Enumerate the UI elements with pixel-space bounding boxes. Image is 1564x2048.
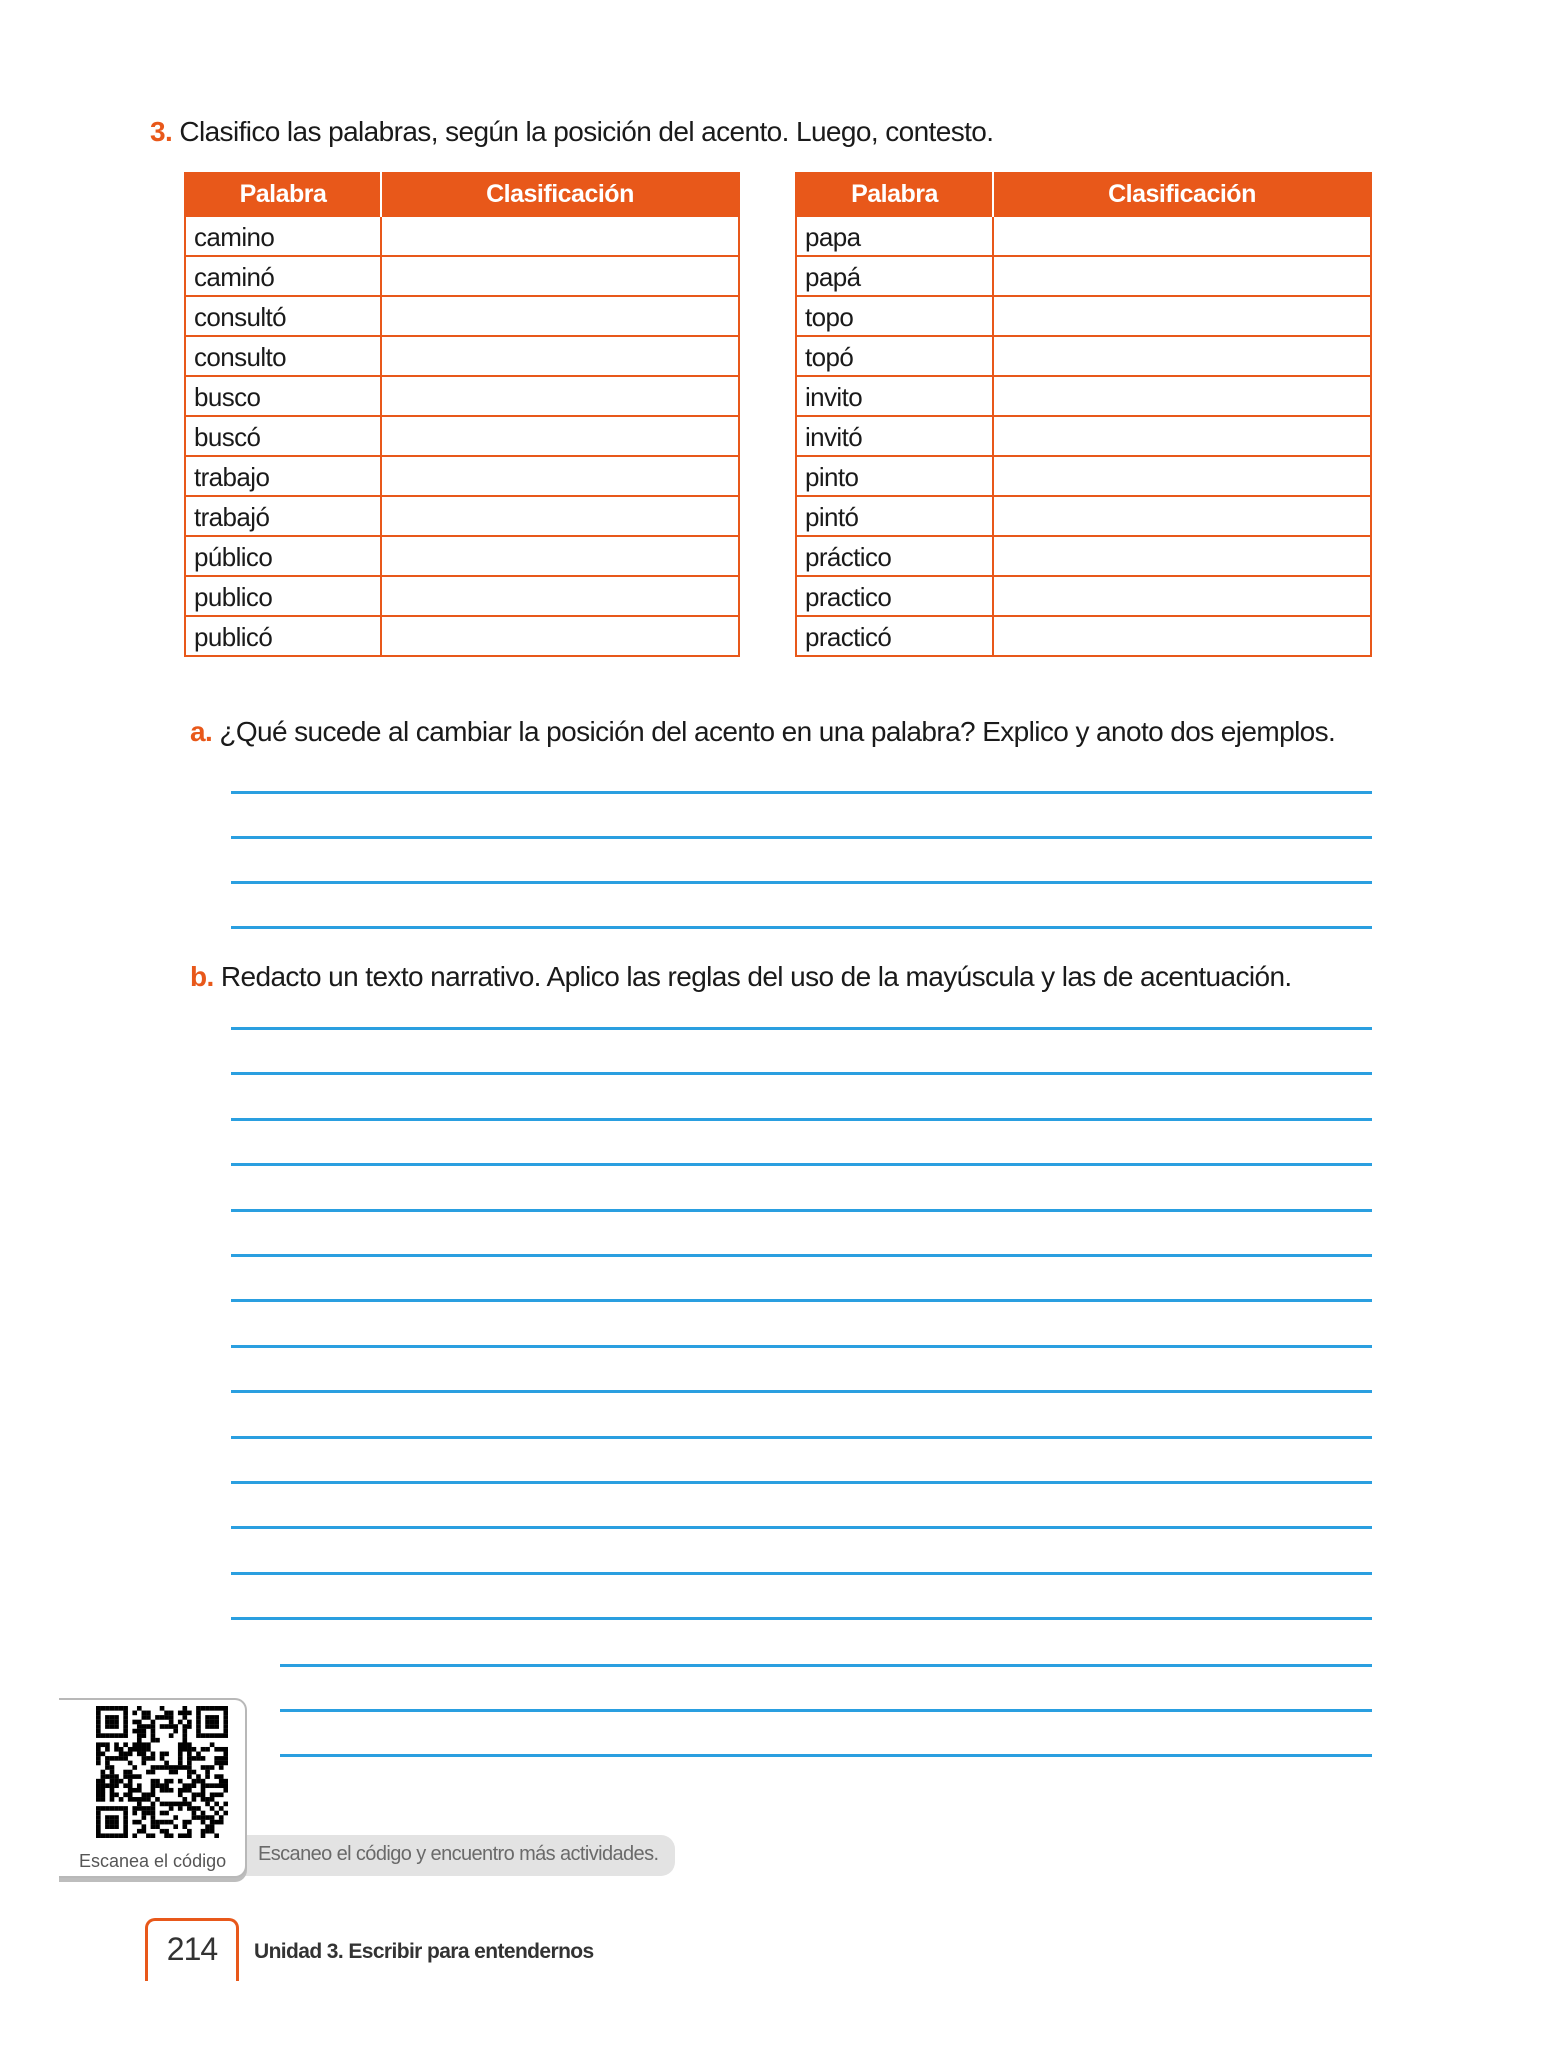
question-b [190, 961, 1292, 993]
answer-line[interactable] [231, 1390, 1372, 1393]
column-header-word: Palabra [185, 173, 381, 216]
word-cell: topo [796, 296, 993, 336]
answer-line[interactable] [231, 1526, 1372, 1529]
table-row [185, 256, 739, 296]
classification-answer-cell[interactable] [381, 256, 739, 296]
answer-line[interactable] [231, 1299, 1372, 1302]
page-number: 214 [145, 1918, 239, 1981]
word-cell: pintó [796, 496, 993, 536]
classification-answer-cell[interactable] [993, 256, 1371, 296]
word-cell: papá [796, 256, 993, 296]
exercise-heading [150, 116, 993, 148]
word-cell: invitó [796, 416, 993, 456]
word-cell: practico [796, 576, 993, 616]
classification-answer-cell[interactable] [993, 616, 1371, 656]
qr-card[interactable] [59, 1698, 247, 1878]
table-row [796, 296, 1371, 336]
word-cell: publico [185, 576, 381, 616]
table-row [185, 456, 739, 496]
word-cell: caminó [185, 256, 381, 296]
table-row [185, 496, 739, 536]
classification-answer-cell[interactable] [381, 376, 739, 416]
table-row [796, 336, 1371, 376]
answer-line[interactable] [231, 1209, 1372, 1212]
answer-line[interactable] [231, 1572, 1372, 1575]
qr-label: Escanea el código [79, 1851, 227, 1871]
word-cell: consultó [185, 296, 381, 336]
word-cell: invito [796, 376, 993, 416]
classification-answer-cell[interactable] [993, 336, 1371, 376]
word-cell: buscó [185, 416, 381, 456]
answer-line[interactable] [231, 1254, 1372, 1257]
word-cell: publicó [185, 616, 381, 656]
table-row [796, 376, 1371, 416]
table-row [185, 416, 739, 456]
classification-answer-cell[interactable] [993, 376, 1371, 416]
answer-line[interactable] [231, 926, 1372, 929]
classification-answer-cell[interactable] [381, 416, 739, 456]
classification-answer-cell[interactable] [381, 536, 739, 576]
table-row [796, 576, 1371, 616]
question-a [190, 716, 1335, 748]
classification-answer-cell[interactable] [381, 296, 739, 336]
table-row [185, 616, 739, 656]
word-cell: público [185, 536, 381, 576]
table-row [185, 536, 739, 576]
classification-answer-cell[interactable] [993, 416, 1371, 456]
table-row [185, 296, 739, 336]
table-row [185, 336, 739, 376]
table-row [185, 576, 739, 616]
table-row [796, 256, 1371, 296]
answer-line[interactable] [231, 881, 1372, 884]
word-cell: práctico [796, 536, 993, 576]
word-cell: camino [185, 216, 381, 256]
table-row [796, 536, 1371, 576]
question-b-letter: b. [190, 961, 214, 992]
answer-line[interactable] [231, 1481, 1372, 1484]
classification-answer-cell[interactable] [993, 576, 1371, 616]
classification-table-left [184, 172, 740, 657]
word-cell: topó [796, 336, 993, 376]
qr-code-icon[interactable] [96, 1706, 228, 1838]
classification-answer-cell[interactable] [381, 336, 739, 376]
word-cell: consulto [185, 336, 381, 376]
table-row [796, 416, 1371, 456]
question-a-text: ¿Qué sucede al cambiar la posición del acento en una palabra? Explico y anoto dos ejemplos. [219, 716, 1336, 747]
word-cell: pinto [796, 456, 993, 496]
classification-answer-cell[interactable] [381, 216, 739, 256]
word-cell: trabajó [185, 496, 381, 536]
classification-table-right [795, 172, 1372, 657]
classification-answer-cell[interactable] [381, 616, 739, 656]
answer-line[interactable] [231, 1345, 1372, 1348]
column-header-word: Palabra [796, 173, 993, 216]
classification-answer-cell[interactable] [381, 456, 739, 496]
answer-line[interactable] [280, 1709, 1372, 1712]
classification-answer-cell[interactable] [993, 296, 1371, 336]
classification-answer-cell[interactable] [993, 536, 1371, 576]
answer-line[interactable] [231, 1617, 1372, 1620]
qr-caption: Escaneo el código y encuentro más actividades. [258, 1843, 659, 1865]
table-row [796, 616, 1371, 656]
answer-line[interactable] [231, 1436, 1372, 1439]
qr-caption-bar [230, 1835, 675, 1876]
answer-line[interactable] [231, 1027, 1372, 1030]
word-cell: trabajo [185, 456, 381, 496]
word-cell: papa [796, 216, 993, 256]
answer-line[interactable] [231, 1072, 1372, 1075]
classification-answer-cell[interactable] [993, 216, 1371, 256]
table-row [796, 456, 1371, 496]
exercise-number: 3. [150, 116, 173, 147]
unit-title: Unidad 3. Escribir para entendernos [254, 1940, 594, 1963]
table-row [796, 496, 1371, 536]
word-cell: busco [185, 376, 381, 416]
table-row [796, 216, 1371, 256]
exercise-instruction: Clasifico las palabras, según la posición del acento. Luego, contesto. [179, 116, 994, 147]
classification-answer-cell[interactable] [993, 456, 1371, 496]
answer-line[interactable] [280, 1754, 1372, 1757]
table-row [185, 216, 739, 256]
answer-line[interactable] [231, 1118, 1372, 1121]
classification-answer-cell[interactable] [993, 496, 1371, 536]
classification-answer-cell[interactable] [381, 496, 739, 536]
column-header-classification: Clasificación [381, 173, 739, 216]
table-row [185, 376, 739, 416]
answer-line[interactable] [280, 1664, 1372, 1667]
column-header-classification: Clasificación [993, 173, 1371, 216]
answer-line[interactable] [231, 1163, 1372, 1166]
question-a-letter: a. [190, 716, 213, 747]
answer-line[interactable] [231, 791, 1372, 794]
classification-answer-cell[interactable] [381, 576, 739, 616]
question-b-text: Redacto un texto narrativo. Aplico las reglas del uso de la mayúscula y las de acentuación. [220, 961, 1292, 992]
answer-line[interactable] [231, 836, 1372, 839]
word-cell: practicó [796, 616, 993, 656]
